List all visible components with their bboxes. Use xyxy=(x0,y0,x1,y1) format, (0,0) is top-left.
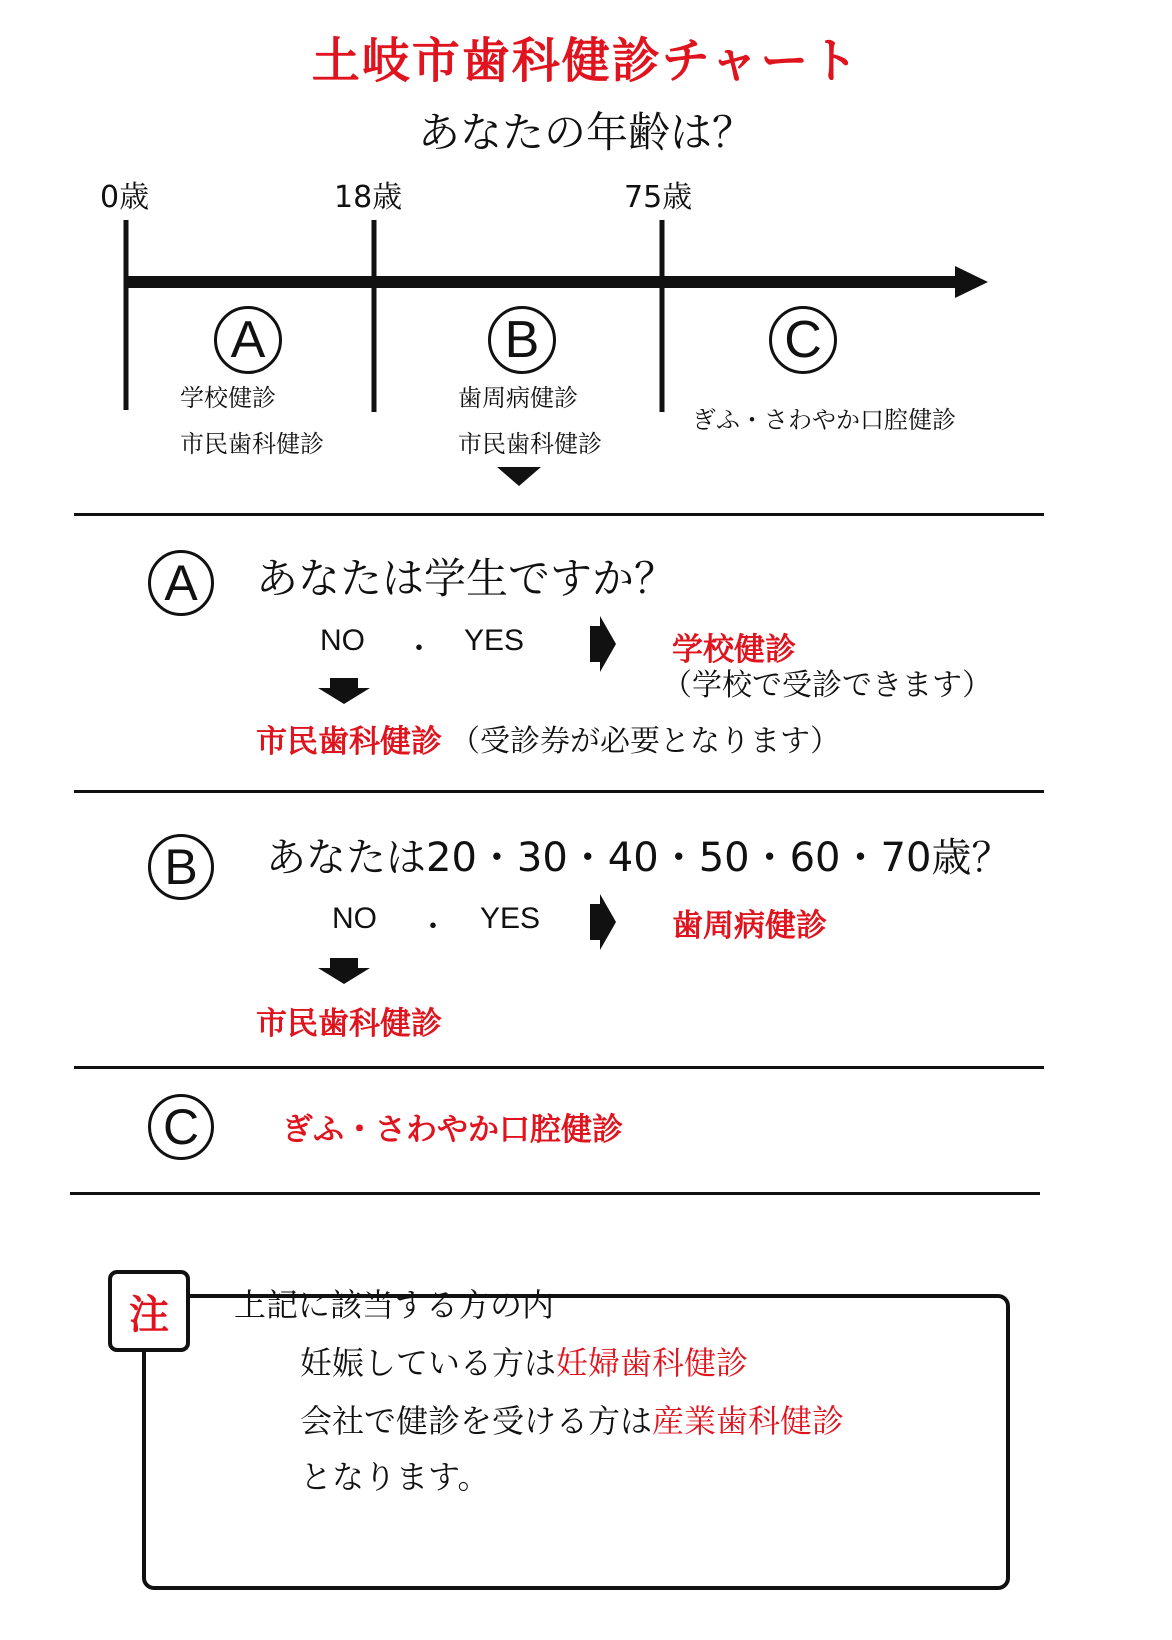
section-b-dot: ・ xyxy=(418,911,448,944)
section-a-no-result: 市民歯科健診 xyxy=(256,724,442,760)
divider xyxy=(74,790,1044,793)
section-c-marker: C xyxy=(148,1094,214,1160)
note-line-2-highlight: 妊婦歯科健診 xyxy=(556,1344,749,1382)
section-a-dot: ・ xyxy=(404,633,434,666)
note-line-3 xyxy=(300,1396,844,1442)
section-b-no: NO xyxy=(332,902,377,935)
right-arrow-icon xyxy=(588,616,618,672)
timeline-arrowhead xyxy=(955,266,988,298)
note-badge: 注 xyxy=(108,1270,190,1352)
range-a-exam-1: 学校健診 xyxy=(180,384,276,412)
section-b-marker: B xyxy=(148,834,214,900)
section-b-yes: YES xyxy=(480,902,541,935)
section-a-no: NO xyxy=(320,624,365,657)
divider xyxy=(70,1192,1040,1195)
down-arrow-icon xyxy=(316,678,372,704)
range-b-exam-2: 市民歯科健診 xyxy=(458,430,602,458)
note-line-4: となります。 xyxy=(300,1458,490,1496)
note-line-2-prefix: 妊娠している方は xyxy=(300,1344,557,1382)
range-marker-a: A xyxy=(214,306,282,374)
section-a-yes-note: （学校で受診できます） xyxy=(662,668,992,703)
section-c-result: ぎふ・さわやか口腔健診 xyxy=(282,1112,623,1148)
section-a-no-note: （受診券が必要となります） xyxy=(450,724,840,759)
section-b-no-result: 市民歯科健診 xyxy=(256,1006,442,1042)
range-marker-b: B xyxy=(488,306,556,374)
note-line-1: 上記に該当する方の内 xyxy=(234,1286,555,1324)
range-c-exam-1: ぎふ・さわやか口腔健診 xyxy=(692,406,956,434)
page-title: 土岐市歯科健診チャート xyxy=(311,33,861,89)
divider xyxy=(74,513,1044,516)
section-a-marker: A xyxy=(148,550,214,616)
section-b-yes-result: 歯周病健診 xyxy=(672,908,827,944)
note-line-3-highlight: 産業歯科健診 xyxy=(652,1402,845,1440)
age-question: あなたの年齢は？ xyxy=(417,108,754,157)
range-a-exam-2: 市民歯科健診 xyxy=(180,430,324,458)
down-arrow-icon xyxy=(497,467,541,486)
section-a-yes-result: 学校健診 xyxy=(672,632,796,668)
section-a-question: あなたは学生ですか？ xyxy=(256,554,677,603)
range-marker-c: C xyxy=(769,306,837,374)
range-b-exam-1: 歯周病健診 xyxy=(458,384,578,412)
section-b-question: あなたは20・30・40・50・60・70歳？ xyxy=(266,835,1012,881)
age-label-75: 75歳 xyxy=(624,180,693,215)
note-line-2 xyxy=(300,1338,748,1384)
age-label-18: 18歳 xyxy=(334,180,403,215)
divider xyxy=(74,1066,1044,1069)
note-line-3-prefix: 会社で健診を受ける方は xyxy=(300,1402,653,1440)
age-label-0: 0歳 xyxy=(100,180,150,215)
right-arrow-icon xyxy=(588,894,618,950)
down-arrow-icon xyxy=(316,958,372,984)
section-a-yes: YES xyxy=(464,624,525,657)
